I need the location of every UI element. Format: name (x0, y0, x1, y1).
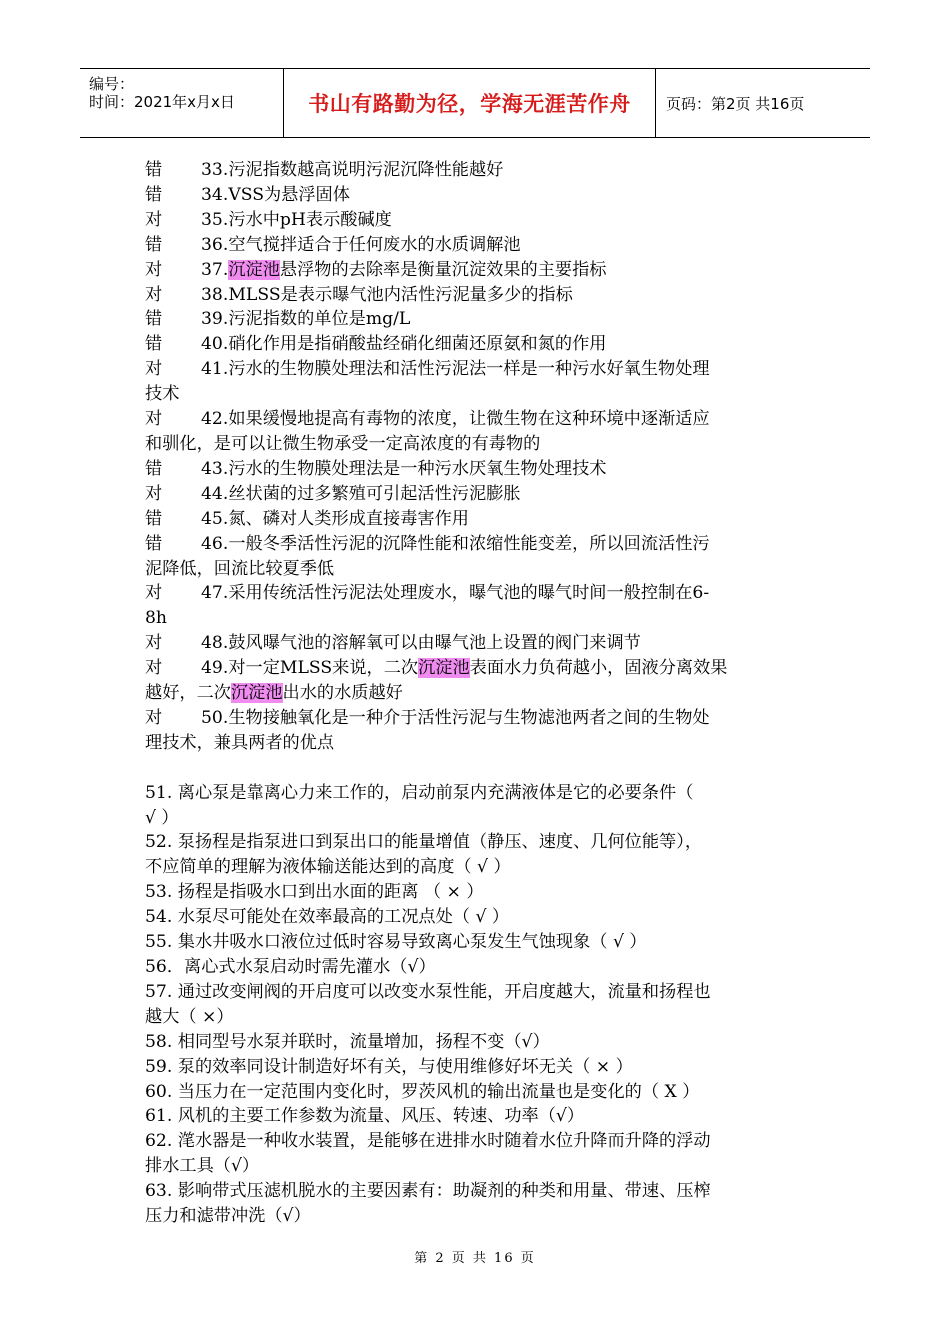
answer-mark: 对 (145, 259, 163, 280)
answer-mark: 对 (145, 409, 163, 430)
answer-item (145, 581, 785, 606)
page-footer: 第 2 页 共 16 页 (414, 1251, 536, 1266)
numbered-item: 61. 风机的主要工作参数为流量、风压、转速、功率（√） (145, 1106, 585, 1127)
text-span: 表面水力负荷越小，固液分离效果 (469, 658, 728, 679)
answer-mark: 对 (145, 483, 163, 504)
header-date: 时间：2021年x月x日 (89, 93, 235, 111)
answer-text: 50.生物接触氧化是一种介于活性污泥与生物滤池两者之间的生物处 (201, 707, 710, 728)
answer-mark: 错 (145, 160, 163, 180)
answer-item (145, 507, 785, 532)
header-number-label: 编号： (89, 75, 135, 93)
text-span: 37. (201, 259, 229, 280)
text-span: 出水的水质越好 (282, 683, 403, 704)
answer-text: 39.污泥指数的单位是mg/L (201, 309, 411, 330)
answer-text: 43.污水的生物膜处理法是一种污水厌氧生物处理技术 (201, 458, 607, 479)
answer-item (145, 283, 785, 308)
spacer (145, 756, 785, 781)
answer-mark: 对 (145, 658, 163, 679)
answer-mark: 错 (145, 458, 163, 479)
answer-mark: 错 (145, 508, 163, 529)
numbered-item-continuation: 不应简单的理解为液体输送能达到的高度（ √ ） (145, 857, 511, 878)
numbered-item-continuation: √ ） (145, 807, 179, 828)
answer-continuation: 技术 (145, 384, 180, 405)
numbered-item: 55. 集水井吸水口液位过低时容易导致离心泵发生气蚀现象（ √ ） (145, 932, 647, 953)
answer-mark: 错 (145, 533, 163, 554)
answer-item (145, 656, 785, 681)
answer-text: 41.污水的生物膜处理法和活性污泥法一样是一种污水好氧生物处理 (201, 359, 710, 380)
answer-mark: 错 (145, 309, 163, 330)
search-highlight: 沉淀池 (230, 683, 283, 704)
answer-mark: 对 (145, 209, 163, 230)
answer-text: 33.污泥指数越高说明污泥沉降性能越好 (201, 160, 504, 180)
page-header (80, 68, 870, 138)
answer-mark: 对 (145, 633, 163, 654)
answer-mark: 对 (145, 707, 163, 728)
text-span: 悬浮物的去除率是衡量沉淀效果的主要指标 (279, 259, 607, 280)
answer-text: 35.污水中pH表示酸碱度 (201, 209, 392, 230)
search-highlight: 沉淀池 (418, 658, 470, 679)
numbered-item-continuation: 排水工具（√） (145, 1156, 260, 1177)
answer-item (145, 407, 785, 432)
numbered-item: 59. 泵的效率同设计制造好坏有关，与使用维修好坏无关（ × ） (145, 1056, 633, 1077)
answer-item (145, 233, 785, 258)
answer-item (145, 482, 785, 507)
answer-continuation (145, 681, 785, 706)
answer-text: 45.氮、磷对人类形成直接毒害作用 (201, 508, 469, 529)
answer-continuation: 和驯化，是可以让微生物承受一定高浓度的有毒物的 (145, 433, 541, 454)
answer-item (145, 457, 785, 482)
numbered-list (145, 781, 785, 1229)
search-highlight: 沉淀池 (228, 259, 280, 280)
header-page-info: 页码：第2页 共16页 (666, 94, 805, 113)
answer-text (201, 656, 785, 681)
answer-mark: 错 (145, 234, 163, 255)
answer-text: 42.如果缓慢地提高有毒物的浓度，让微生物在这种环境中逐渐适应 (201, 409, 710, 430)
text-span: 49.对一定MLSS来说，二次 (201, 658, 419, 679)
numbered-item: 57. 通过改变闸阀的开启度可以改变水泵性能，开启度越大，流量和扬程也 (145, 981, 711, 1002)
numbered-item: 56．离心式水泵启动时需先灌水（√） (145, 956, 436, 977)
answer-mark: 对 (145, 359, 163, 380)
answer-text: 36.空气搅拌适合于任何废水的水质调解池 (201, 234, 521, 255)
answer-item (145, 532, 785, 557)
numbered-item: 58. 相同型号水泵并联时，流量增加，扬程不变（√） (145, 1031, 550, 1052)
answer-item (145, 258, 785, 283)
numbered-item-continuation: 越大（ ×） (145, 1006, 234, 1027)
answer-mark: 对 (145, 284, 163, 305)
answer-item (145, 183, 785, 208)
answer-text: 48.鼓风曝气池的溶解氧可以由曝气池上设置的阀门来调节 (201, 633, 641, 654)
answer-item (145, 706, 785, 731)
document-body (145, 158, 785, 1229)
numbered-item-continuation: 压力和滤带冲洗（√） (145, 1206, 311, 1227)
answer-mark: 对 (145, 583, 163, 604)
answer-text: 46.一般冬季活性污泥的沉降性能和浓缩性能变差，所以回流活性污 (201, 533, 710, 554)
header-meta-cell (80, 69, 284, 137)
answer-item (145, 357, 785, 382)
answer-text: 47.采用传统活性污泥法处理废水，曝气池的曝气时间一般控制在6- (201, 583, 710, 604)
answer-text: 40.硝化作用是指硝酸盐经硝化细菌还原氨和氮的作用 (201, 334, 607, 355)
numbered-item: 51. 离心泵是靠离心力来工作的，启动前泵内充满液体是它的必要条件（ (145, 782, 694, 803)
answer-continuation: 8h (145, 608, 168, 629)
answer-text (201, 258, 785, 283)
numbered-item: 52. 泵扬程是指泵进口到泵出口的能量增值（静压、速度、几何位能等）， (145, 832, 703, 853)
true-false-list (145, 158, 785, 656)
answer-mark: 错 (145, 184, 163, 205)
answer-item (145, 158, 785, 183)
answer-continuation: 理技术，兼具两者的优点 (145, 732, 335, 753)
numbered-item: 63. 影响带式压滤机脱水的主要因素有：助凝剂的种类和用量、带速、压榨 (145, 1181, 711, 1202)
answer-text: 34.VSS为悬浮固体 (201, 184, 350, 205)
answer-text: 38.MLSS是表示曝气池内活性污泥量多少的指标 (201, 284, 573, 305)
numbered-item: 62. 滗水器是一种收水装置，是能够在进排水时随着水位升降而升降的浮动 (145, 1131, 711, 1152)
answer-text: 44.丝状菌的过多繁殖可引起活性污泥膨胀 (201, 483, 521, 504)
answer-item (145, 631, 785, 656)
header-motto: 书山有路勤为径，学海无涯苦作舟 (284, 69, 656, 137)
answer-mark: 错 (145, 334, 163, 355)
answer-item (145, 208, 785, 233)
numbered-item: 54. 水泵尽可能处在效率最高的工况点处（ √ ） (145, 907, 510, 928)
numbered-item: 60. 当压力在一定范围内变化时，罗茨风机的输出流量也是变化的（ X ） (145, 1081, 700, 1102)
answer-item (145, 332, 785, 357)
answer-item (145, 307, 785, 332)
text-span: 越好，二次 (145, 683, 231, 704)
answer-continuation: 泥降低，回流比较夏季低 (145, 558, 335, 579)
numbered-item: 53. 扬程是指吸水口到出水面的距离 （ × ） (145, 882, 484, 903)
